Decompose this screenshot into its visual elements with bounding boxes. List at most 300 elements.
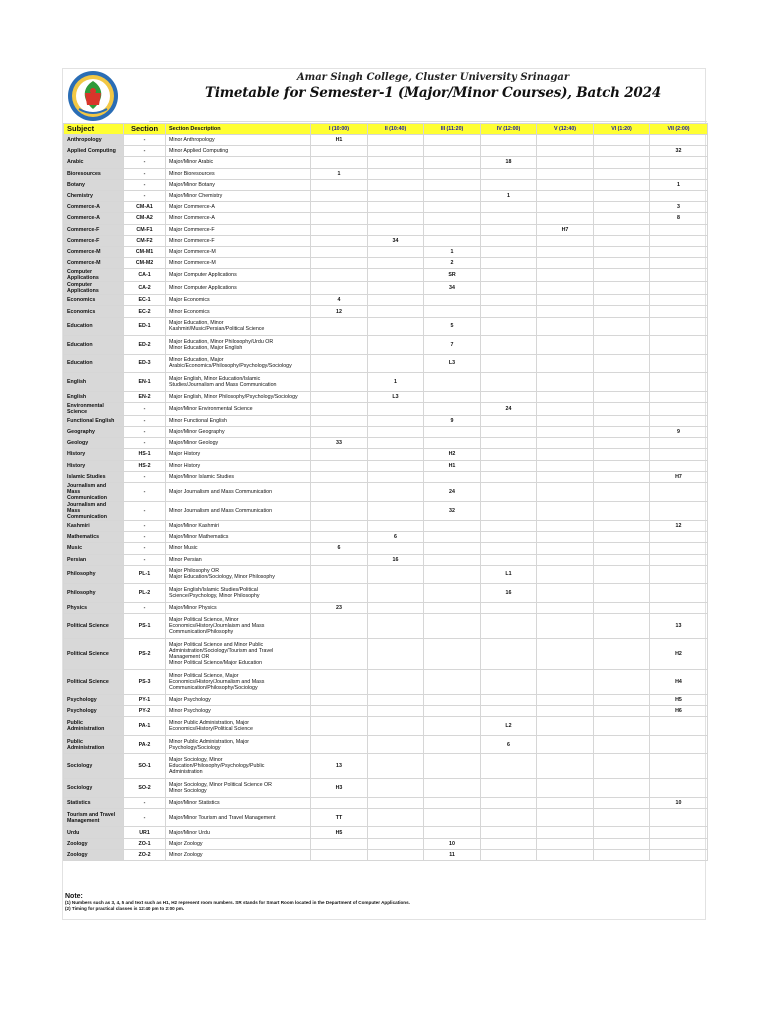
description-line: Economics/History/Political Science [169,726,253,732]
description-line: Minor Zoology [169,851,203,858]
description-line: Science/Psychology, Minor Philosophy [169,592,260,599]
room-cell-slot-7: H5 [650,694,708,705]
subject-cell: Mathematics [64,532,124,543]
room-cell-slot-4 [481,449,537,460]
room-cell-slot-3: 2 [424,258,481,269]
description-line: Administration [169,769,203,776]
subject-cell: Zoology [64,849,124,860]
section-cell: CM-M2 [124,258,166,269]
subject-cell: History [64,449,124,460]
section-cell: - [124,146,166,157]
room-cell-slot-3 [424,235,481,246]
room-cell-slot-4 [481,532,537,543]
room-cell-slot-4 [481,336,537,355]
room-cell-slot-6 [594,295,650,306]
table-row [64,317,708,336]
room-cell-slot-1 [311,554,368,565]
room-cell-slot-6 [594,354,650,373]
room-cell-slot-2 [368,179,424,190]
room-cell-slot-6 [594,246,650,257]
room-cell-slot-7 [650,306,708,317]
room-cell-slot-3: 1 [424,246,481,257]
description-line: Major/Minor Tourism and Travel Management [169,814,276,821]
description-line: Major/Minor Urdu [169,829,210,836]
room-cell-slot-1: TT [311,808,368,827]
description-line: Major Political Science and Minor Public [169,641,264,648]
room-cell-slot-3: 32 [424,501,481,520]
section-cell: - [124,168,166,179]
room-cell-slot-1 [311,532,368,543]
room-cell-slot-7: 12 [650,520,708,531]
description-cell [166,754,311,779]
room-cell-slot-7 [650,754,708,779]
subject-cell: Economics [64,295,124,306]
room-cell-slot-1 [311,213,368,224]
room-cell-slot-6 [594,460,650,471]
col-header-slot-2: II (10:40) [368,124,424,135]
room-cell-slot-2 [368,827,424,838]
section-cell: PY-1 [124,694,166,705]
room-cell-slot-1 [311,258,368,269]
room-cell-slot-6 [594,779,650,798]
room-cell-slot-2 [368,797,424,808]
room-cell-slot-2 [368,190,424,201]
room-cell-slot-7 [650,717,708,736]
room-cell-slot-6 [594,543,650,554]
room-cell-slot-1 [311,179,368,190]
room-cell-slot-6 [594,168,650,179]
col-header-slot-5: V (12:40) [537,124,594,135]
room-cell-slot-5 [537,190,594,201]
table-row [64,427,708,438]
col-header-subject: Subject [64,124,124,135]
description-line: Minor Political Science/Major Education [169,659,263,666]
description-line: Major/Minor Statistics [169,799,220,806]
section-cell: - [124,157,166,168]
room-cell-slot-4 [481,373,537,392]
room-cell-slot-1: H5 [311,827,368,838]
room-cell-slot-2 [368,336,424,355]
room-cell-slot-3: 24 [424,482,481,501]
room-cell-slot-1: 13 [311,754,368,779]
table-row [64,754,708,779]
description-cell [166,168,311,179]
room-cell-slot-5 [537,808,594,827]
section-cell: PS-3 [124,669,166,694]
room-cell-slot-5: H7 [537,224,594,235]
room-cell-slot-7 [650,438,708,449]
room-cell-slot-1 [311,235,368,246]
room-cell-slot-4 [481,146,537,157]
room-cell-slot-4 [481,295,537,306]
room-cell-slot-1 [311,706,368,717]
section-cell: - [124,402,166,415]
room-cell-slot-7 [650,565,708,584]
room-cell-slot-4: 24 [481,402,537,415]
section-cell: - [124,438,166,449]
room-cell-slot-3 [424,520,481,531]
description-cell [166,471,311,482]
room-cell-slot-5 [537,354,594,373]
room-cell-slot-6 [594,146,650,157]
description-cell [166,295,311,306]
room-cell-slot-7 [650,827,708,838]
table-row [64,602,708,613]
section-cell: CA-1 [124,269,166,282]
room-cell-slot-7: 9 [650,427,708,438]
room-cell-slot-4 [481,269,537,282]
room-cell-slot-7 [650,157,708,168]
col-header-slot-4: IV (12:00) [481,124,537,135]
subject-cell: Chemistry [64,190,124,201]
room-cell-slot-5 [537,613,594,638]
room-cell-slot-2 [368,213,424,224]
description-cell [166,565,311,584]
description-line: Major Economics [169,297,210,304]
table-row [64,354,708,373]
room-cell-slot-1: 23 [311,602,368,613]
table-row [64,190,708,201]
room-cell-slot-3 [424,717,481,736]
room-cell-slot-1 [311,694,368,705]
room-cell-slot-1 [311,669,368,694]
room-cell-slot-7 [650,501,708,520]
description-line: Major Zoology [169,840,203,847]
room-cell-slot-1 [311,460,368,471]
room-cell-slot-3: H1 [424,460,481,471]
room-cell-slot-6 [594,501,650,520]
table-row [64,808,708,827]
room-cell-slot-4 [481,706,537,717]
room-cell-slot-5 [537,520,594,531]
room-cell-slot-6 [594,135,650,146]
room-cell-slot-3 [424,613,481,638]
room-cell-slot-1 [311,246,368,257]
subject-cell: Commerce-M [64,258,124,269]
room-cell-slot-3 [424,168,481,179]
room-cell-slot-1 [311,584,368,603]
room-cell-slot-1 [311,190,368,201]
table-row [64,135,708,146]
section-cell: EN-2 [124,391,166,402]
table-row [64,460,708,471]
room-cell-slot-3: 5 [424,317,481,336]
room-cell-slot-6 [594,838,650,849]
description-cell [166,669,311,694]
room-cell-slot-2: 34 [368,235,424,246]
room-cell-slot-7: 8 [650,213,708,224]
room-cell-slot-7 [650,543,708,554]
description-cell [166,402,311,415]
description-cell [166,373,311,392]
description-line: Administration/Sociology/Tourism and Travel [169,647,274,654]
room-cell-slot-5 [537,246,594,257]
room-cell-slot-4: 18 [481,157,537,168]
room-cell-slot-4 [481,849,537,860]
description-cell [166,501,311,520]
description-line: Communication/Philosophy [169,628,234,635]
description-line: Minor History [169,462,201,469]
subject-cell: Political Science [64,613,124,638]
room-cell-slot-3 [424,224,481,235]
room-cell-slot-7 [650,258,708,269]
room-cell-slot-2 [368,295,424,306]
room-cell-slot-4: 16 [481,584,537,603]
section-cell: PL-1 [124,565,166,584]
description-line: Major Psychology [169,696,211,703]
section-cell: - [124,501,166,520]
room-cell-slot-5 [537,269,594,282]
room-cell-slot-2 [368,427,424,438]
room-cell-slot-3 [424,190,481,201]
room-cell-slot-2 [368,669,424,694]
room-cell-slot-5 [537,336,594,355]
room-cell-slot-7: 3 [650,202,708,213]
room-cell-slot-4 [481,135,537,146]
room-cell-slot-5 [537,501,594,520]
room-cell-slot-2: 1 [368,373,424,392]
table-row [64,584,708,603]
col-header-slot-7: VII (2:00) [650,124,708,135]
table-row [64,269,708,282]
table-row [64,235,708,246]
section-cell: CM-A2 [124,213,166,224]
room-cell-slot-1: H3 [311,779,368,798]
room-cell-slot-4 [481,224,537,235]
table-row [64,482,708,501]
table-row [64,179,708,190]
table-row [64,373,708,392]
room-cell-slot-1 [311,638,368,669]
description-cell [166,438,311,449]
room-cell-slot-3 [424,471,481,482]
room-cell-slot-1 [311,520,368,531]
description-cell [166,735,311,754]
room-cell-slot-4 [481,282,537,295]
room-cell-slot-4 [481,317,537,336]
room-cell-slot-4 [481,460,537,471]
room-cell-slot-2 [368,449,424,460]
room-cell-slot-5 [537,402,594,415]
room-cell-slot-4 [481,754,537,779]
room-cell-slot-4 [481,613,537,638]
room-cell-slot-7 [650,235,708,246]
description-line: Minor Persian [169,556,202,563]
room-cell-slot-3 [424,373,481,392]
room-cell-slot-2 [368,354,424,373]
description-line: Minor Music [169,545,198,552]
room-cell-slot-6 [594,565,650,584]
description-line: Major/Minor Mathematics [169,534,229,541]
description-line: Minor Computer Applications [169,285,237,292]
room-cell-slot-6 [594,532,650,543]
room-cell-slot-1 [311,336,368,355]
room-cell-slot-6 [594,190,650,201]
table-row [64,391,708,402]
room-cell-slot-2: 16 [368,554,424,565]
description-line: Major Political Science, Minor [169,616,239,623]
description-line: Economics/History/Journlaism and Mass [169,622,265,629]
room-cell-slot-2 [368,838,424,849]
room-cell-slot-2 [368,269,424,282]
room-cell-slot-3 [424,735,481,754]
room-cell-slot-3 [424,391,481,402]
description-cell [166,354,311,373]
room-cell-slot-5 [537,694,594,705]
description-cell [166,602,311,613]
room-cell-slot-5 [537,797,594,808]
room-cell-slot-1 [311,224,368,235]
table-row [64,849,708,860]
description-cell [166,235,311,246]
description-cell [166,779,311,798]
description-cell [166,427,311,438]
description-cell [166,317,311,336]
room-cell-slot-3: L3 [424,354,481,373]
room-cell-slot-2 [368,482,424,501]
description-line: Studies/Journalism and Mass Communication [169,381,277,388]
description-cell [166,269,311,282]
description-line: Minor Education, Major English [169,344,243,351]
room-cell-slot-6 [594,554,650,565]
room-cell-slot-5 [537,391,594,402]
room-cell-slot-4 [481,638,537,669]
subject-cell: Computer Applications [64,282,124,295]
room-cell-slot-3 [424,808,481,827]
room-cell-slot-2 [368,735,424,754]
room-cell-slot-5 [537,584,594,603]
description-cell [166,808,311,827]
room-cell-slot-3 [424,669,481,694]
subject-cell: English [64,373,124,392]
room-cell-slot-6 [594,269,650,282]
room-cell-slot-3 [424,427,481,438]
room-cell-slot-6 [594,336,650,355]
room-cell-slot-1 [311,282,368,295]
subject-cell: Political Science [64,638,124,669]
description-line: Minor Commerce-M [169,260,216,267]
timetable-table [63,123,708,861]
subject-cell: Journalism and Mass Communication [64,482,124,501]
room-cell-slot-6 [594,317,650,336]
room-cell-slot-1 [311,849,368,860]
room-cell-slot-7 [650,808,708,827]
section-cell: EC-2 [124,306,166,317]
subject-cell: Public Administration [64,735,124,754]
room-cell-slot-6 [594,402,650,415]
room-cell-slot-7 [650,246,708,257]
subject-cell: Commerce-F [64,235,124,246]
table-row [64,168,708,179]
description-line: Major/Minor Chemistry [169,193,223,200]
room-cell-slot-3 [424,584,481,603]
room-cell-slot-4 [481,354,537,373]
room-cell-slot-1 [311,354,368,373]
section-cell: - [124,135,166,146]
room-cell-slot-2 [368,706,424,717]
room-cell-slot-2 [368,638,424,669]
room-cell-slot-3 [424,532,481,543]
room-cell-slot-1 [311,735,368,754]
room-cell-slot-5 [537,179,594,190]
room-cell-slot-2 [368,202,424,213]
room-cell-slot-6 [594,213,650,224]
description-line: Major/Minor Physics [169,604,217,611]
section-cell: PL-2 [124,584,166,603]
room-cell-slot-4: L1 [481,565,537,584]
table-row [64,706,708,717]
subject-cell: Geography [64,427,124,438]
room-cell-slot-5 [537,306,594,317]
room-cell-slot-1 [311,482,368,501]
description-line: Communication/Philosophy/Sociology [169,684,258,691]
room-cell-slot-1 [311,471,368,482]
room-cell-slot-5 [537,543,594,554]
room-cell-slot-5 [537,849,594,860]
room-cell-slot-1 [311,613,368,638]
room-cell-slot-5 [537,427,594,438]
description-line: Minor Applied Computing [169,148,229,155]
description-line: Major/Minor Geology [169,440,219,447]
room-cell-slot-2 [368,717,424,736]
description-cell [166,694,311,705]
note-title: Note: [65,893,83,900]
description-line: Major Commerce-M [169,248,216,255]
room-cell-slot-3 [424,157,481,168]
section-cell: UR1 [124,827,166,838]
table-row [64,827,708,838]
description-line: Major/Minor Geography [169,429,225,436]
room-cell-slot-2 [368,849,424,860]
table-row [64,797,708,808]
room-cell-slot-5 [537,438,594,449]
section-cell: - [124,532,166,543]
description-cell [166,213,311,224]
room-cell-slot-7: H4 [650,669,708,694]
room-cell-slot-6 [594,797,650,808]
table-row [64,282,708,295]
description-cell [166,584,311,603]
table-row [64,471,708,482]
description-line: Major Computer Applications [169,272,237,279]
description-cell [166,258,311,269]
room-cell-slot-3 [424,779,481,798]
section-cell: CM-F1 [124,224,166,235]
room-cell-slot-1: H1 [311,135,368,146]
room-cell-slot-7 [650,554,708,565]
room-cell-slot-6 [594,849,650,860]
room-cell-slot-4: 6 [481,735,537,754]
table-row [64,202,708,213]
room-cell-slot-6 [594,694,650,705]
room-cell-slot-7 [650,190,708,201]
room-cell-slot-1 [311,501,368,520]
college-name: Amar Singh College, Cluster University Srinagar [296,72,570,83]
room-cell-slot-7 [650,602,708,613]
room-cell-slot-5 [537,295,594,306]
room-cell-slot-6 [594,202,650,213]
room-cell-slot-7 [650,135,708,146]
description-line: Major/Minor Botany [169,181,215,188]
room-cell-slot-7 [650,336,708,355]
room-cell-slot-4 [481,501,537,520]
col-header-slot-3: III (11:20) [424,124,481,135]
description-cell [166,336,311,355]
room-cell-slot-5 [537,754,594,779]
room-cell-slot-5 [537,482,594,501]
description-line: Major Education, Minor Philosophy/Urdu OR [169,338,274,345]
room-cell-slot-3 [424,543,481,554]
